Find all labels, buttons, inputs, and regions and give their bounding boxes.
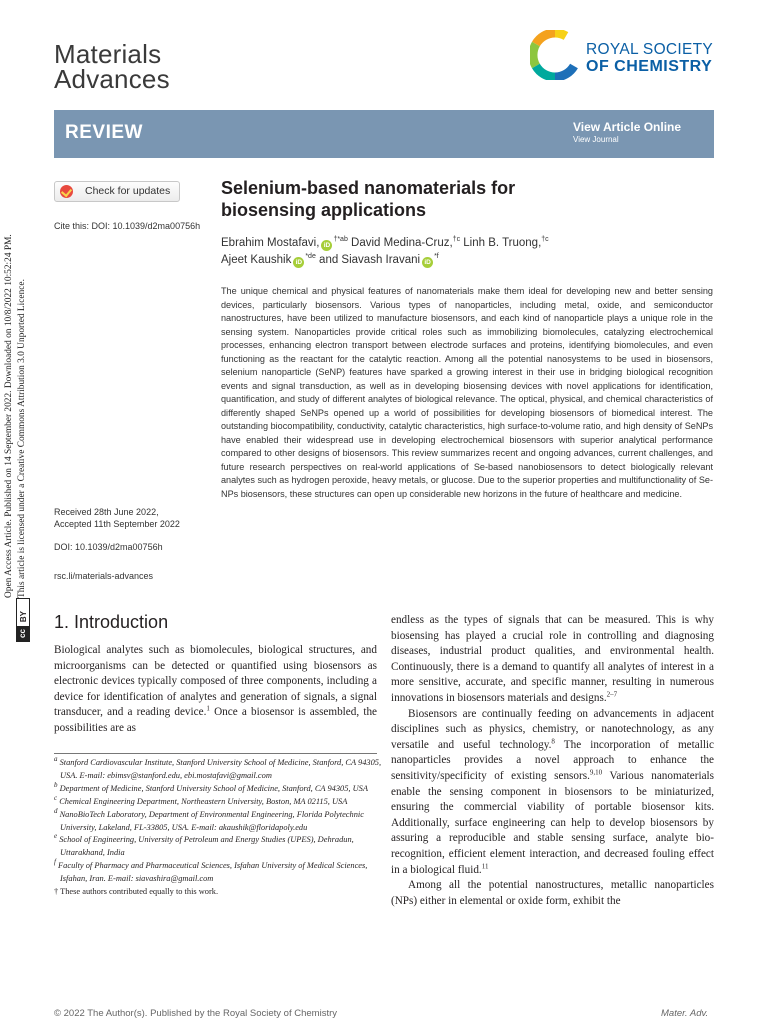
- license-notice[interactable]: This article is licensed under a Creative Commons Attribution 3.0 Unported Licence.: [17, 279, 27, 598]
- footnote-item: [54, 783, 384, 796]
- cc-by-badge[interactable]: [16, 598, 30, 642]
- doi: DOI: 10.1039/d2ma00756h: [54, 542, 163, 552]
- paragraph: [391, 613, 714, 707]
- footnote-item: [54, 834, 384, 860]
- footnote-item: [54, 806, 384, 835]
- cc-icon: cc: [17, 626, 29, 641]
- footer-copyright: © 2022 The Author(s). Published by the Royal Society of Chemistry: [54, 1008, 337, 1019]
- footnote-text: Stanford Cardiovascular Institute, Stanford University School of Medicine, Stanford, CA 94305, USA. E-mail: ebimsv@stanford.edu, ebi.mostafavi@gmail.com: [59, 758, 382, 780]
- footnote-item: [54, 860, 384, 886]
- author-name: Ajeet Kaushik: [221, 254, 292, 266]
- article-title-line2: biosensing applications: [221, 200, 427, 220]
- paragraph-text: Biosensors are continually feeding on advancements in adjacent disciplines such as physics, chemistry, or nanotechnology, as any versatile and useful technology.: [391, 707, 714, 751]
- paragraph-text: endless as the types of signals that can be measured. This is why biosensing has played a crucial role in controlling and diagnosing diseases, industrial product qualities, and environmental health. Continuously, there is a demand to quantify all analytes of interest in a more sensitive, accurate, and specific manner, resulting in numerous innovations in biosensors materials and designs.: [391, 614, 714, 704]
- paragraph-text: Various nanomaterials enable the sensing component in biosensors to be miniaturized, ensuring the commercial viability of portable biosensor kits. Additionally, surface engineering can help to develop biosensors by assuring a reproducible and stable sensing surface, analyte bio-recognition, efficient element interaction, and decreased fouling effect in a biological fluid.: [391, 769, 714, 876]
- paragraph-text: Once a biosensor is assembled, the possibilities are as: [54, 706, 378, 734]
- journal-title-line2: Advances: [54, 64, 170, 94]
- view-journal-link[interactable]: View Journal: [573, 135, 619, 144]
- paragraph-text: Among all the potential nanostructures, metallic nanoparticles (NPs) either in elemental or oxide form, exhibit the: [391, 879, 714, 907]
- author-affiliation-marks: †c: [541, 236, 549, 244]
- footnote-text: NanoBioTech Laboratory, Department of Environmental Engineering, Florida Polytechnic University, Lakeland, FL-33805, USA. E-mail: akaushik@floridapoly.edu: [59, 809, 364, 832]
- check-for-updates-button[interactable]: [54, 181, 180, 202]
- citation-ref[interactable]: 8: [551, 737, 555, 746]
- abstract: The unique chemical and physical features of nanomaterials make them ideal for developing new and better sensing devices, particularly biosensors. Various types of nanoparticles, including metal, oxide, and semiconductor nanostructures, have been utilized to manufacture biosensors, and each kind of nanoparticle plays a unique role in the sensing system. Nanoparticles provide critical roles such as immobilizing biomolecules, catalyzing electrochemical processes, enhancing electron transport between electrode surfaces and proteins, identifying biomolecules, and even functioning as the reactant for the catalytic reaction. Among all the potential nanosystems to be used in biosensors, selenium nanoparticle (SeNP) features have sparked a growing interest in their use in bridging biological recognition events and signal transduction, as well as in developing biosensing devices with novel applications for identification, quantification, and study of different analytes of biological relevance. The optical, physical, and chemical characteristics of differently shaped SeNPs opened up a world of possibilities for developing biosensors of biomedical interest. The outstanding biocompatibility, conductivity, catalytic characteristics, high surface-to-volume ratio, and high density of SeNPs have enabled their widespread use in developing electrochemical biosensors with superior analytical performance compared to other designs of biosensors. This review summarizes recent and ongoing advances, current challenges, and future research perspectives on real-world applications of Se-based nanobiosensors to detect biologically relevant analytes such as hydrogen peroxide, heavy metals, or glucose. Due to the superior properties and multifunctionality of Se-NPs biosensors, these structures can open up considerable new horizons in the future of healthcare and medicine.: [221, 286, 713, 499]
- check-updates-icon: [60, 185, 73, 198]
- accepted-date: Accepted 11th September 2022: [54, 519, 180, 529]
- footnote-mark: c: [54, 793, 58, 802]
- journal-title: [54, 39, 170, 94]
- footnote-mark: f: [54, 858, 56, 867]
- body-column-right: [391, 613, 714, 909]
- citation-ref[interactable]: 11: [481, 861, 489, 870]
- journal-link[interactable]: rsc.li/materials-advances: [54, 571, 154, 581]
- citation-ref[interactable]: 9,10: [589, 768, 603, 777]
- author-affiliation-marks: †*ab: [333, 236, 348, 244]
- citation-ref[interactable]: 1: [206, 704, 210, 713]
- footnote-text: Faculty of Pharmacy and Pharmaceutical Sciences, Isfahan University of Medical Sciences, Isfahan, Iran. E-mail: siavashira@gmail.com: [58, 861, 368, 884]
- author-name: and Siavash Iravani: [319, 254, 421, 266]
- author-name: Linh B. Truong,: [463, 237, 542, 249]
- publisher-name: [586, 41, 713, 75]
- author-affiliation-marks: *de: [305, 253, 316, 261]
- paragraph-text: Biological analytes such as biomolecules, biological structures, and microorganisms can be detected or quantified using biosensors as electronic devices typically composed of three components, including a device for identification of analytes and generation of signals, a signal transducer, and a reading device.: [54, 644, 377, 719]
- footnote-text: School of Engineering, University of Petroleum and Energy Studies (UPES), Dehradun, Uttarakhand, India: [59, 835, 354, 858]
- equal-contribution-note: † These authors contributed equally to this work.: [54, 887, 219, 897]
- received-date: Received 28th June 2022,: [54, 507, 159, 517]
- footnote-item: [54, 793, 384, 809]
- article-type-banner: [54, 110, 714, 158]
- section-heading: 1. Introduction: [54, 612, 169, 632]
- rsc-logo-icon: [530, 30, 580, 80]
- view-article-online-label[interactable]: View Article Online: [573, 120, 682, 134]
- cite-this: Cite this: DOI: 10.1039/d2ma00756h: [54, 221, 201, 231]
- footnote-mark: a: [54, 755, 58, 764]
- view-article-online-link[interactable]: [573, 120, 704, 145]
- footnote-mark: d: [54, 806, 58, 815]
- author-name: David Medina-Cruz,: [351, 237, 453, 249]
- author-affiliation-marks: †c: [452, 236, 461, 244]
- publisher-name-line1: ROYAL SOCIETY: [586, 41, 714, 58]
- paragraph: [54, 643, 377, 737]
- paragraph: [391, 878, 714, 909]
- author-affiliation-marks: *f: [434, 253, 439, 261]
- footnote-item: [54, 757, 384, 783]
- footnote-divider: [54, 753, 377, 754]
- publisher-name-line2: OF CHEMISTRY: [586, 58, 713, 75]
- by-icon: BY: [18, 610, 28, 623]
- paragraph-text: The incorporation of metallic nanoparticles provides a novel approach to enhance the sensitivity/specificity of existing sensors.: [391, 738, 714, 782]
- footnote-text: Department of Medicine, Stanford University School of Medicine, Stanford, CA 94305, USA: [59, 783, 368, 793]
- open-access-notice: Open Access Article. Published on 14 September 2022. Downloaded on 10/8/2022 10:52:24 PM.: [4, 234, 14, 598]
- orcid-icon[interactable]: iD: [422, 257, 433, 268]
- footnote-mark: e: [54, 832, 58, 841]
- citation-ref[interactable]: 2–7: [606, 690, 618, 699]
- footer-journal-abbrev: Mater. Adv.: [661, 1008, 709, 1019]
- affiliation-footnotes: [54, 757, 384, 899]
- footnote-text: Chemical Engineering Department, Northeastern University, Boston, MA 02115, USA: [59, 796, 348, 806]
- paragraph: [391, 707, 714, 879]
- author-name: Ebrahim Mostafavi,: [221, 237, 320, 249]
- check-for-updates-label[interactable]: Check for updates: [85, 185, 171, 197]
- article-title: [221, 177, 681, 221]
- orcid-icon[interactable]: iD: [321, 240, 332, 251]
- journal-title-line1: Materials: [54, 39, 162, 69]
- author-list: [221, 235, 701, 269]
- article-title-line1: Selenium-based nanomaterials for: [221, 178, 516, 198]
- footnote-mark: b: [54, 781, 58, 790]
- body-column-left: [54, 643, 377, 737]
- article-type-label: REVIEW: [65, 122, 143, 143]
- orcid-icon[interactable]: iD: [293, 257, 304, 268]
